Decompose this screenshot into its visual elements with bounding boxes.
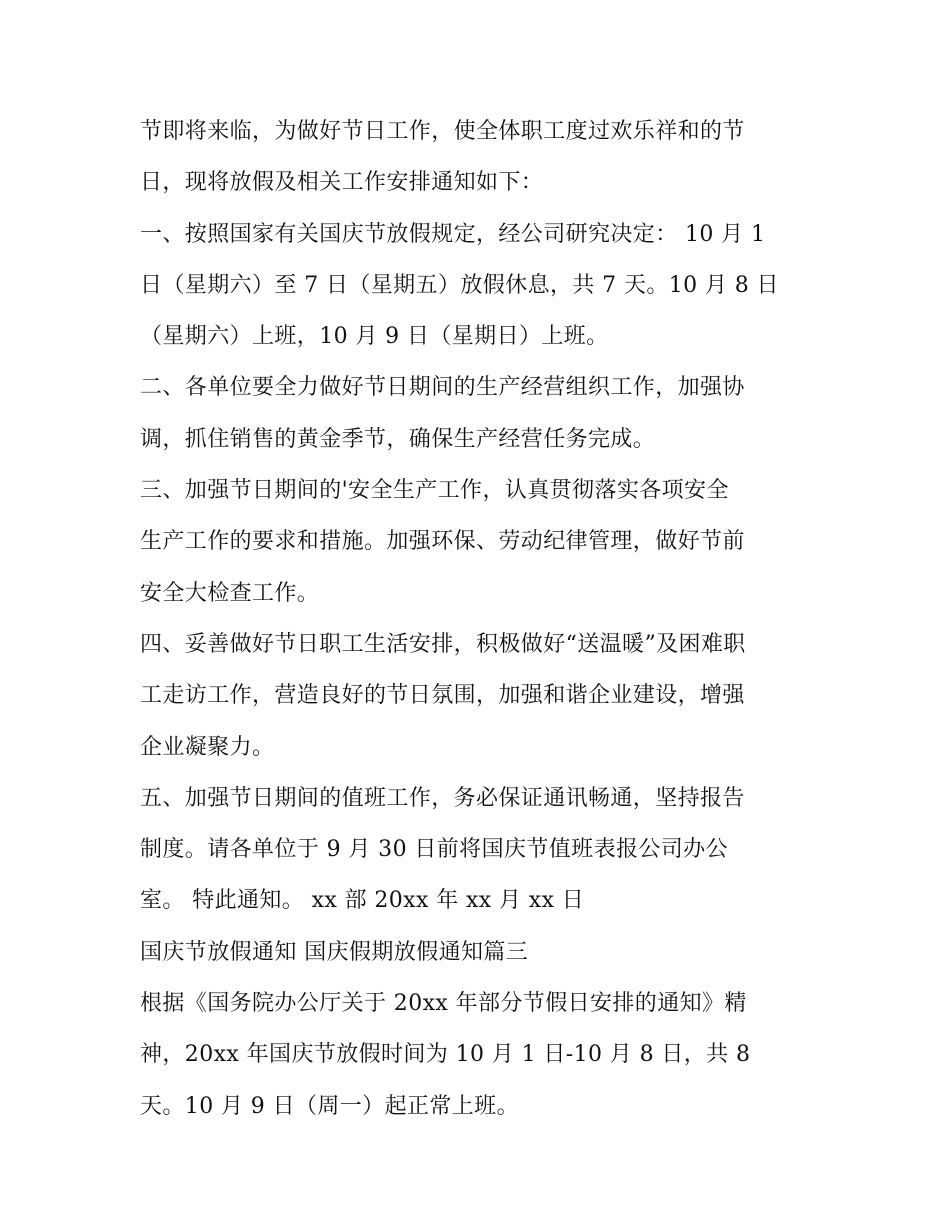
text-line: 调，抓住销售的黄金季节，确保生产经营任务完成。 [140,426,656,452]
text-line: 三、加强节日期间的'安全生产工作，认真贯彻落实各项安全 [140,478,729,504]
text-line: 二、各单位要全力做好节日期间的生产经营组织工作，加强协 [140,375,745,401]
section-heading: 国庆节放假通知 国庆假期放假通知篇三 [140,939,529,965]
text-line: 日（星期六）至 7 日（星期五）放假休息，共 7 天。10 月 8 日 [140,272,779,298]
text-line: 企业凝聚力。 [140,734,275,760]
text-line: 四、妥善做好节日职工生活安排，积极做好“送温暖”及困难职 [140,631,746,657]
text-line: 制度。请各单位于 9 月 30 日前将国庆节值班表报公司办公 [140,837,728,863]
text-line: 日，现将放假及相关工作安排通知如下： [140,170,544,196]
text-line: 天。10 月 9 日（周一）起正常上班。 [140,1093,519,1119]
text-line: 根据《国务院办公厅关于 20xx 年部分节假日安排的通知》精 [140,991,747,1017]
text-line: 工走访工作，营造良好的节日氛围，加强和谐企业建设，增强 [140,683,745,709]
text-line: （星期六）上班，10 月 9 日（星期日）上班。 [140,324,609,350]
document-body [140,106,820,1132]
text-line: 一、按照国家有关国庆节放假规定，经公司研究决定： 10 月 1 [140,221,766,247]
text-line: 室。 特此通知。 xx 部 20xx 年 xx 月 xx 日 [140,888,585,914]
text-line: 节即将来临，为做好节日工作，使全体职工度过欢乐祥和的节 [140,119,745,144]
text-line: 安全大检查工作。 [140,580,320,606]
text-line: 生产工作的要求和措施。加强环保、劳动纪律管理，做好节前 [140,529,745,555]
text-line: 神，20xx 年国庆节放假时间为 10 月 1 日-10 月 8 日，共 8 [140,1042,751,1068]
text-line: 五、加强节日期间的值班工作，务必保证通讯畅通，坚持报告 [140,785,745,811]
